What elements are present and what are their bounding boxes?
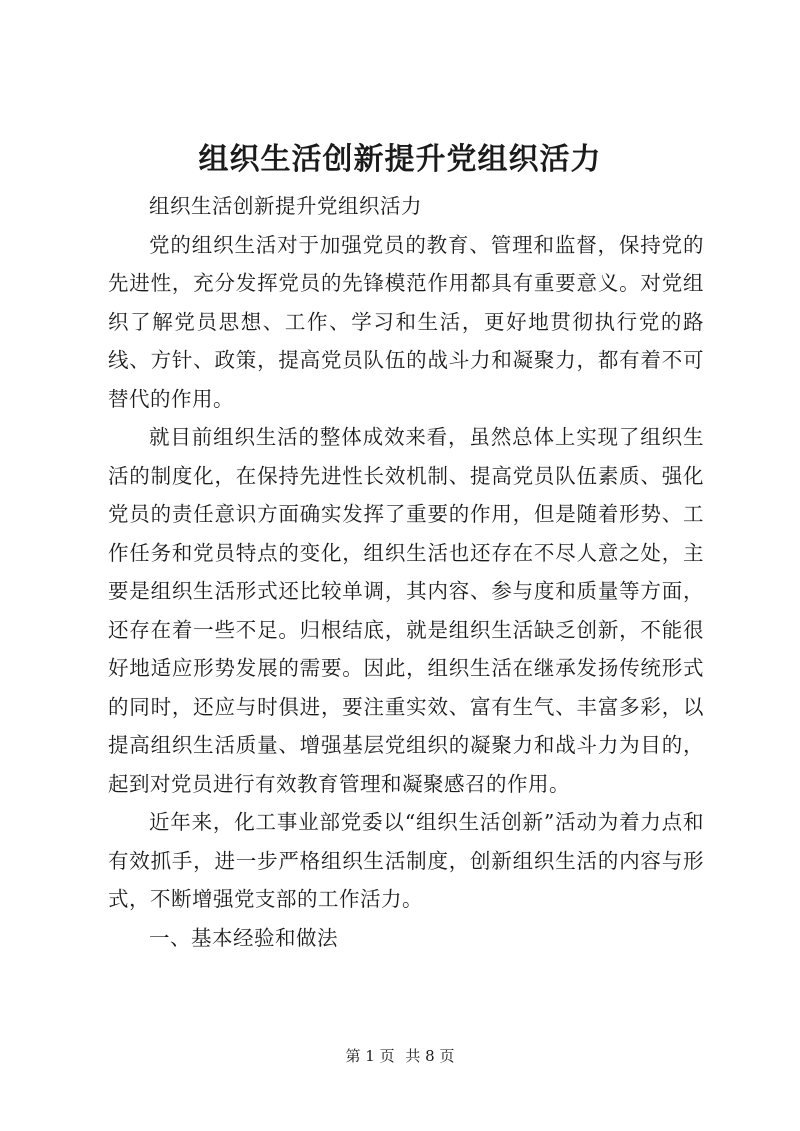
paragraph-current-status: 就目前组织生活的整体成效来看，虽然总体上实现了组织生活的制度化，在保持先进性长效机制、提高党员队伍素质、强化党员的责任意识方面确实发挥了重要的作用，但是随着形势、工作任务和党员特点的变化，组织生活也还存在不尽人意之处，主要是组织生活形式还比较单调，其内容、参与度和质量等方面，还存在着一些不足。归根结底，就是组织生活缺乏创新，不能很好地适应形势发展的需要。因此，组织生活在继承发扬传统形式的同时，还应与时俱进，要注重实效、富有生气、丰富多彩，以提高组织生活质量、增强基层党组织的凝聚力和战斗力为目的，起到对党员进行有效教育管理和凝聚感召的作用。 — [108, 425, 704, 796]
page-total: 共 8 页 — [405, 1047, 455, 1065]
paragraph-intro: 党的组织生活对于加强党员的教育、管理和监督，保持党的先进性，充分发挥党员的先锋模范作用都具有重要意义。对党组织了解党员思想、工作、学习和生活，更好地贯彻执行党的路线、方针、政策，提高党员队伍的战斗力和凝聚力，都有着不可替代的作用。 — [108, 232, 704, 411]
page-number: 第 1 页 — [345, 1047, 395, 1065]
document-title: 组织生活创新提升党组织活力 — [198, 142, 602, 177]
paragraph-subtitle: 组织生活创新提升党组织活力 — [149, 194, 422, 218]
paragraph-recent-years: 近年来，化工事业部党委以“组织生活创新”活动为着力点和有效抓手，进一步严格组织生活制度，创新组织生活的内容与形式，不断增强党支部的工作活力。 — [108, 810, 704, 911]
document-body — [108, 187, 704, 957]
section-heading-experience: 一、基本经验和做法 — [149, 925, 338, 950]
page-footer — [0, 1046, 800, 1066]
